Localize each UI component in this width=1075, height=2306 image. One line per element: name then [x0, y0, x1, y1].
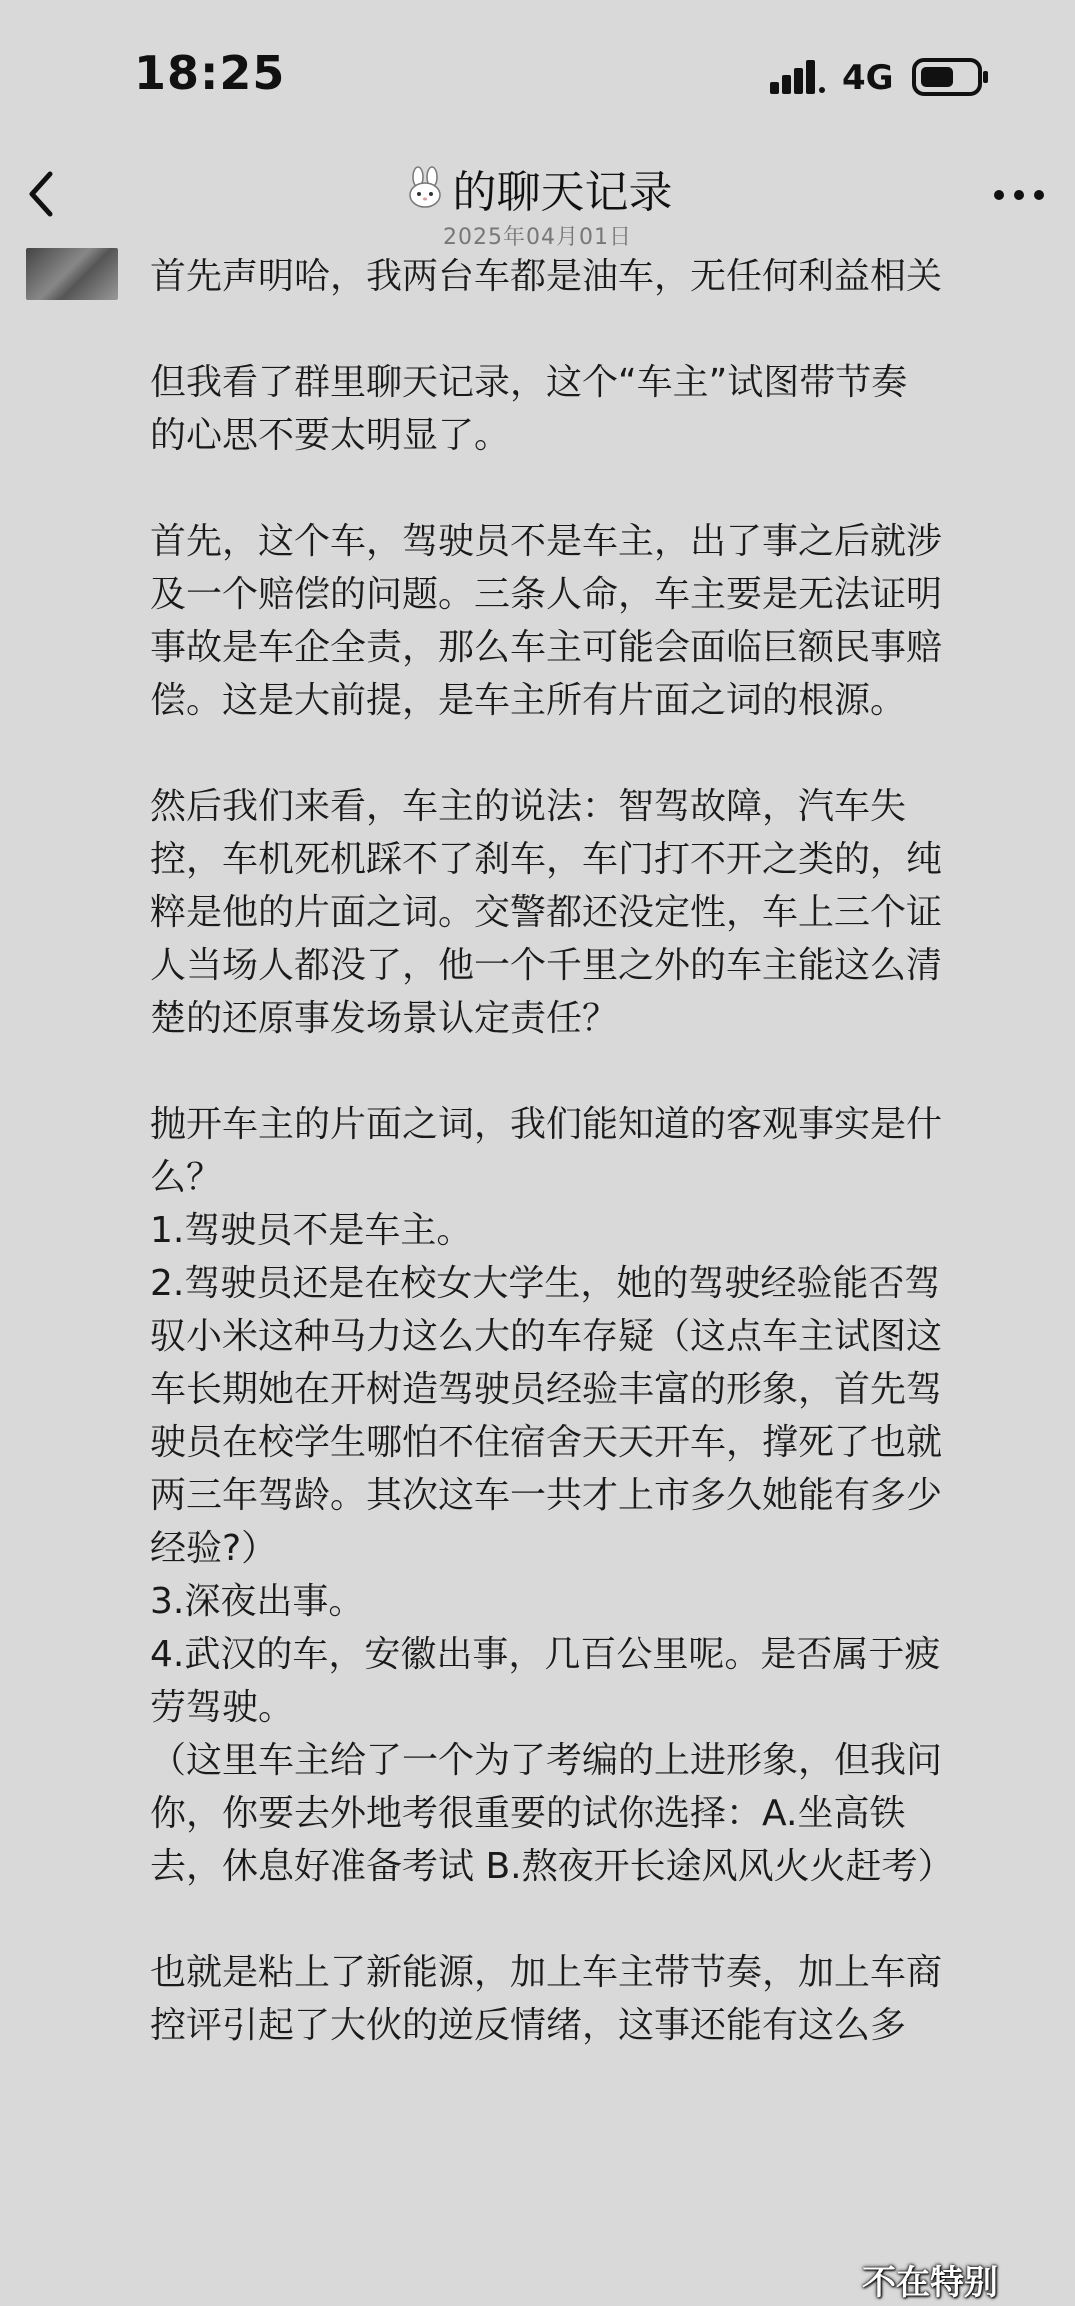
- message-line: 去，休息好准备考试 B.熬夜开长途风风火火赶考）: [150, 1846, 954, 1887]
- status-time: 18:25: [134, 46, 286, 100]
- message-line: 两三年驾龄。其次这车一共才上市多久她能有多少: [150, 1475, 943, 1516]
- message-line: 车长期她在开树造驾驶员经验丰富的形象，首先驾: [150, 1369, 943, 1410]
- message-paragraph: [150, 356, 1050, 462]
- message-line: 么？: [150, 1157, 223, 1198]
- page-title: [403, 156, 673, 220]
- message-line: （这里车主给了一个为了考编的上进形象，但我问: [150, 1740, 943, 1781]
- message-paragraph: [150, 1098, 1050, 1893]
- message-line: 的心思不要太明显了。: [150, 415, 511, 456]
- message-line: 首先，这个车，驾驶员不是车主，出了事之后就涉: [150, 521, 943, 562]
- message-line: 但我看了群里聊天记录，这个“车主”试图带节奏: [150, 362, 908, 403]
- battery-icon: [912, 58, 990, 96]
- message-line: 经验?）: [150, 1528, 278, 1569]
- message-line: 控评引起了大伙的逆反情绪，这事还能有这么多: [150, 2005, 907, 2046]
- more-icon[interactable]: [992, 188, 1046, 202]
- message-paragraph: [150, 250, 1050, 303]
- message-line: 驶员在校学生哪怕不住宿舍天天开车，撑死了也就: [150, 1422, 943, 1463]
- message-line: 劳驾驶。: [150, 1687, 295, 1728]
- message-line: 然后我们来看，车主的说法：智驾故障，汽车失: [150, 786, 907, 827]
- message-line: 事故是车企全责，那么车主可能会面临巨额民事赔: [150, 627, 943, 668]
- network-label: 4G: [842, 58, 894, 98]
- message-line: 粹是他的片面之词。交警都还没定性，车上三个证: [150, 892, 943, 933]
- nav-bar: [0, 150, 1075, 250]
- avatar[interactable]: [26, 248, 118, 300]
- message-line: 3.深夜出事。: [150, 1581, 365, 1622]
- message-line: 偿。这是大前提，是车主所有片面之词的根源。: [150, 680, 907, 721]
- message-line: 2.驾驶员还是在校女大学生，她的驾驶经验能否驾: [150, 1263, 941, 1304]
- chat-message: [150, 250, 1050, 2052]
- page-date: 2025年04月01日: [443, 225, 632, 250]
- message-line: 也就是粘上了新能源，加上车主带节奏，加上车商: [150, 1952, 943, 1993]
- message-paragraph: [150, 780, 1050, 1045]
- message-line: 楚的还原事发场景认定责任？: [150, 998, 619, 1039]
- message-line: 你，你要去外地考很重要的试你选择：A.坐高铁: [150, 1793, 906, 1834]
- message-line: 4.武汉的车，安徽出事，几百公里呢。是否属于疲: [150, 1634, 941, 1675]
- message-line: 驭小米这种马力这么大的车存疑（这点车主试图这: [150, 1316, 943, 1357]
- message-line: 及一个赔偿的问题。三条人命，车主要是无法证明: [150, 574, 943, 615]
- message-line: 1.驾驶员不是车主。: [150, 1210, 473, 1251]
- message-paragraph: [150, 1946, 1050, 2052]
- message-paragraph: [150, 515, 1050, 727]
- page-title-text: 的聊天记录: [452, 167, 673, 218]
- message-line: 人当场人都没了，他一个千里之外的车主能这么清: [150, 945, 943, 986]
- title-block: [0, 150, 1075, 251]
- watermark-text: 不在特别: [862, 2263, 998, 2303]
- message-line: 首先声明哈，我两台车都是油车，无任何利益相关: [150, 256, 943, 297]
- status-bar: [0, 0, 1075, 150]
- message-line: 控，车机死机踩不了刹车，车门打不开之类的，纯: [150, 839, 943, 880]
- signal-icon: [770, 60, 826, 94]
- bunny-icon: [403, 166, 447, 210]
- message-line: 抛开车主的片面之词，我们能知道的客观事实是什: [150, 1104, 943, 1145]
